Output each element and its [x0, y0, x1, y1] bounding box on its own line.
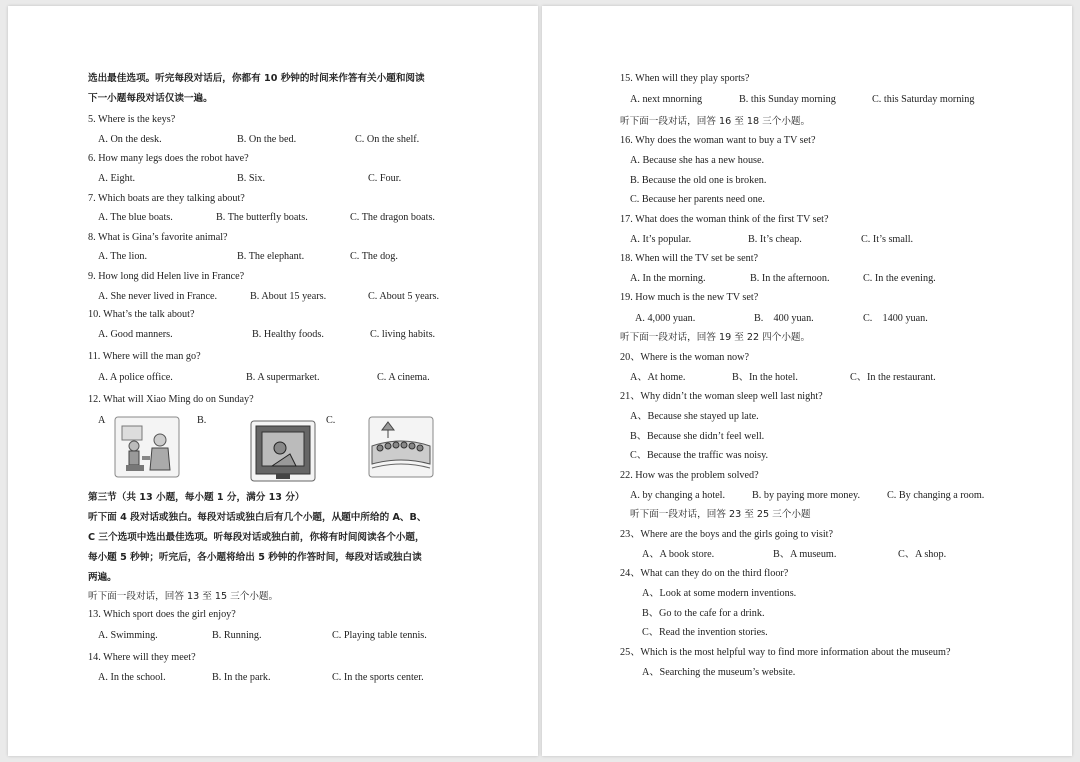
q16-option-a: A. Because she has a new house.: [630, 155, 765, 166]
q6-option-a: A. Eight.: [98, 173, 136, 184]
q16-option-b: B. Because the old one is broken.: [630, 175, 767, 186]
q20-option-b: B、In the hotel.: [732, 372, 798, 383]
q9-option-c: C. About 5 years.: [368, 291, 440, 302]
q23-option-a: A、A book store.: [642, 549, 715, 560]
q18-option-a: A. In the morning.: [630, 273, 706, 284]
question-24: 24、What can they do on the third floor?: [620, 568, 789, 579]
question-8: 8. What is Gina’s favorite animal?: [88, 232, 228, 243]
section-3-instruction-3: 每小题 5 秒钟；听完后，各小题将给出 5 秒钟的作答时间，每段对话或独白读: [88, 552, 422, 563]
question-18: 18. When will the TV set be sent?: [620, 253, 759, 264]
q23-option-b: B、A museum.: [773, 549, 837, 560]
q7-option-a: A. The blue boats.: [98, 212, 173, 223]
q7-option-c: C. The dragon boats.: [350, 212, 435, 223]
q5-option-a: A. On the desk.: [98, 134, 162, 145]
picture-a-visiting: [114, 416, 180, 478]
question-17: 17. What does the woman think of the first TV set?: [620, 214, 829, 225]
question-19: 19. How much is the new TV set?: [620, 292, 759, 303]
picture-b-playing-games: [250, 420, 316, 482]
q9-option-a: A. She never lived in France.: [98, 291, 218, 302]
question-13: 13. Which sport does the girl enjoy?: [88, 609, 236, 620]
q16-option-c: C. Because her parents need one.: [630, 194, 765, 205]
section-3-instruction-1: 听下面 4 段对话或独白。每段对话或独白后有几个小题，从题中所给的 A、B、: [88, 512, 427, 523]
question-5: 5. Where is the keys?: [88, 114, 176, 125]
q8-option-a: A. The lion.: [98, 251, 148, 262]
q17-option-c: C. It’s small.: [861, 234, 914, 245]
q21-option-a: A、Because she stayed up late.: [630, 411, 759, 422]
q14-option-b: B. In the park.: [212, 672, 271, 683]
q15-option-a: A. next mnorning: [630, 94, 703, 105]
q8-option-c: C. The dog.: [350, 251, 398, 262]
q7-option-b: B. The butterfly boats.: [216, 212, 308, 223]
q21-option-c: C、Because the traffic was noisy.: [630, 450, 769, 461]
q18-option-c: C. In the evening.: [863, 273, 936, 284]
q10-option-a: A. Good manners.: [98, 329, 173, 340]
section-3-instruction-4: 两遍。: [88, 572, 117, 583]
q21-option-b: B、Because she didn’t feel well.: [630, 431, 765, 442]
q13-option-c: C. Playing table tennis.: [332, 630, 427, 641]
picture-c-boat-race: [368, 416, 434, 478]
q22-option-c: C. By changing a room.: [887, 490, 985, 501]
q24-option-c: C、Read the invention stories.: [642, 627, 768, 638]
subsection-16-18: 听下面一段对话，回答 16 至 18 三个小题。: [620, 116, 811, 127]
q23-option-c: C、A shop.: [898, 549, 947, 560]
q5-option-b: B. On the bed.: [237, 134, 297, 145]
question-10: 10. What’s the talk about?: [88, 309, 195, 320]
intro-line-1: 选出最佳选项。听完每段对话后，你都有 10 秒钟的时间来作答有关小题和阅读: [88, 73, 425, 84]
q11-option-b: B. A supermarket.: [246, 372, 320, 383]
q19-option-c: C. 1400 yuan.: [863, 313, 928, 324]
subsection-19-22: 听下面一段对话，回答 19 至 22 四个小题。: [620, 332, 811, 343]
question-22: 22. How was the problem solved?: [620, 470, 759, 481]
q17-option-b: B. It’s cheap.: [748, 234, 802, 245]
intro-line-2: 下一小题每段对话仅读一遍。: [88, 93, 213, 104]
q6-option-b: B. Six.: [237, 173, 266, 184]
q14-option-a: A. In the school.: [98, 672, 166, 683]
q10-option-b: B. Healthy foods.: [252, 329, 324, 340]
q20-option-a: A、At home.: [630, 372, 686, 383]
q5-option-c: C. On the shelf.: [355, 134, 420, 145]
q20-option-c: C、In the restaurant.: [850, 372, 936, 383]
q12-label-a: A: [98, 415, 106, 426]
question-20: 20、Where is the woman now?: [620, 352, 750, 363]
q18-option-b: B. In the afternoon.: [750, 273, 830, 284]
q17-option-a: A. It’s popular.: [630, 234, 692, 245]
subsection-23-25: 听下面一段对话，回答 23 至 25 三个小题: [630, 509, 811, 520]
question-25: 25、Which is the most helpful way to find more information about the museum?: [620, 647, 951, 658]
left-page: [8, 6, 538, 756]
q19-option-a: A. 4,000 yuan.: [635, 313, 696, 324]
q11-option-c: C. A cinema.: [377, 372, 430, 383]
q12-label-c: C.: [326, 415, 336, 426]
q10-option-c: C. living habits.: [370, 329, 436, 340]
q25-option-a: A、Searching the museum’s website.: [642, 667, 796, 678]
q15-option-b: B. this Sunday morning: [739, 94, 836, 105]
q12-label-b: B.: [197, 415, 207, 426]
question-16: 16. Why does the woman want to buy a TV set?: [620, 135, 816, 146]
q13-option-b: B. Running.: [212, 630, 262, 641]
q9-option-b: B. About 15 years.: [250, 291, 327, 302]
q11-option-a: A. A police office.: [98, 372, 173, 383]
section-3-instruction-2: C 三个选项中选出最佳选项。听每段对话或独白前，你将有时间阅读各个小题，: [88, 532, 425, 543]
section-3-title: 第三节（共 13 小题，每小题 1 分，满分 13 分）: [88, 492, 305, 503]
question-15: 15. When will they play sports?: [620, 73, 750, 84]
q13-option-a: A. Swimming.: [98, 630, 158, 641]
q8-option-b: B. The elephant.: [237, 251, 305, 262]
question-12: 12. What will Xiao Ming do on Sunday?: [88, 394, 254, 405]
q6-option-c: C. Four.: [368, 173, 402, 184]
q24-option-b: B、Go to the cafe for a drink.: [642, 608, 765, 619]
question-23: 23、Where are the boys and the girls going to visit?: [620, 529, 834, 540]
question-6: 6. How many legs does the robot have?: [88, 153, 249, 164]
q22-option-a: A. by changing a hotel.: [630, 490, 726, 501]
question-21: 21、Why didn’t the woman sleep well last night?: [620, 391, 823, 402]
q19-option-b: B. 400 yuan.: [754, 313, 814, 324]
q15-option-c: C. this Saturday morning: [872, 94, 975, 105]
q14-option-c: C. In the sports center.: [332, 672, 424, 683]
question-9: 9. How long did Helen live in France?: [88, 271, 245, 282]
question-7: 7. Which boats are they talking about?: [88, 193, 245, 204]
question-14: 14. Where will they meet?: [88, 652, 196, 663]
subsection-13-15: 听下面一段对话，回答 13 至 15 三个小题。: [88, 591, 279, 602]
q24-option-a: A、Look at some modern inventions.: [642, 588, 797, 599]
q22-option-b: B. by paying more money.: [752, 490, 860, 501]
right-page: [542, 6, 1072, 756]
question-11: 11. Where will the man go?: [88, 351, 201, 362]
